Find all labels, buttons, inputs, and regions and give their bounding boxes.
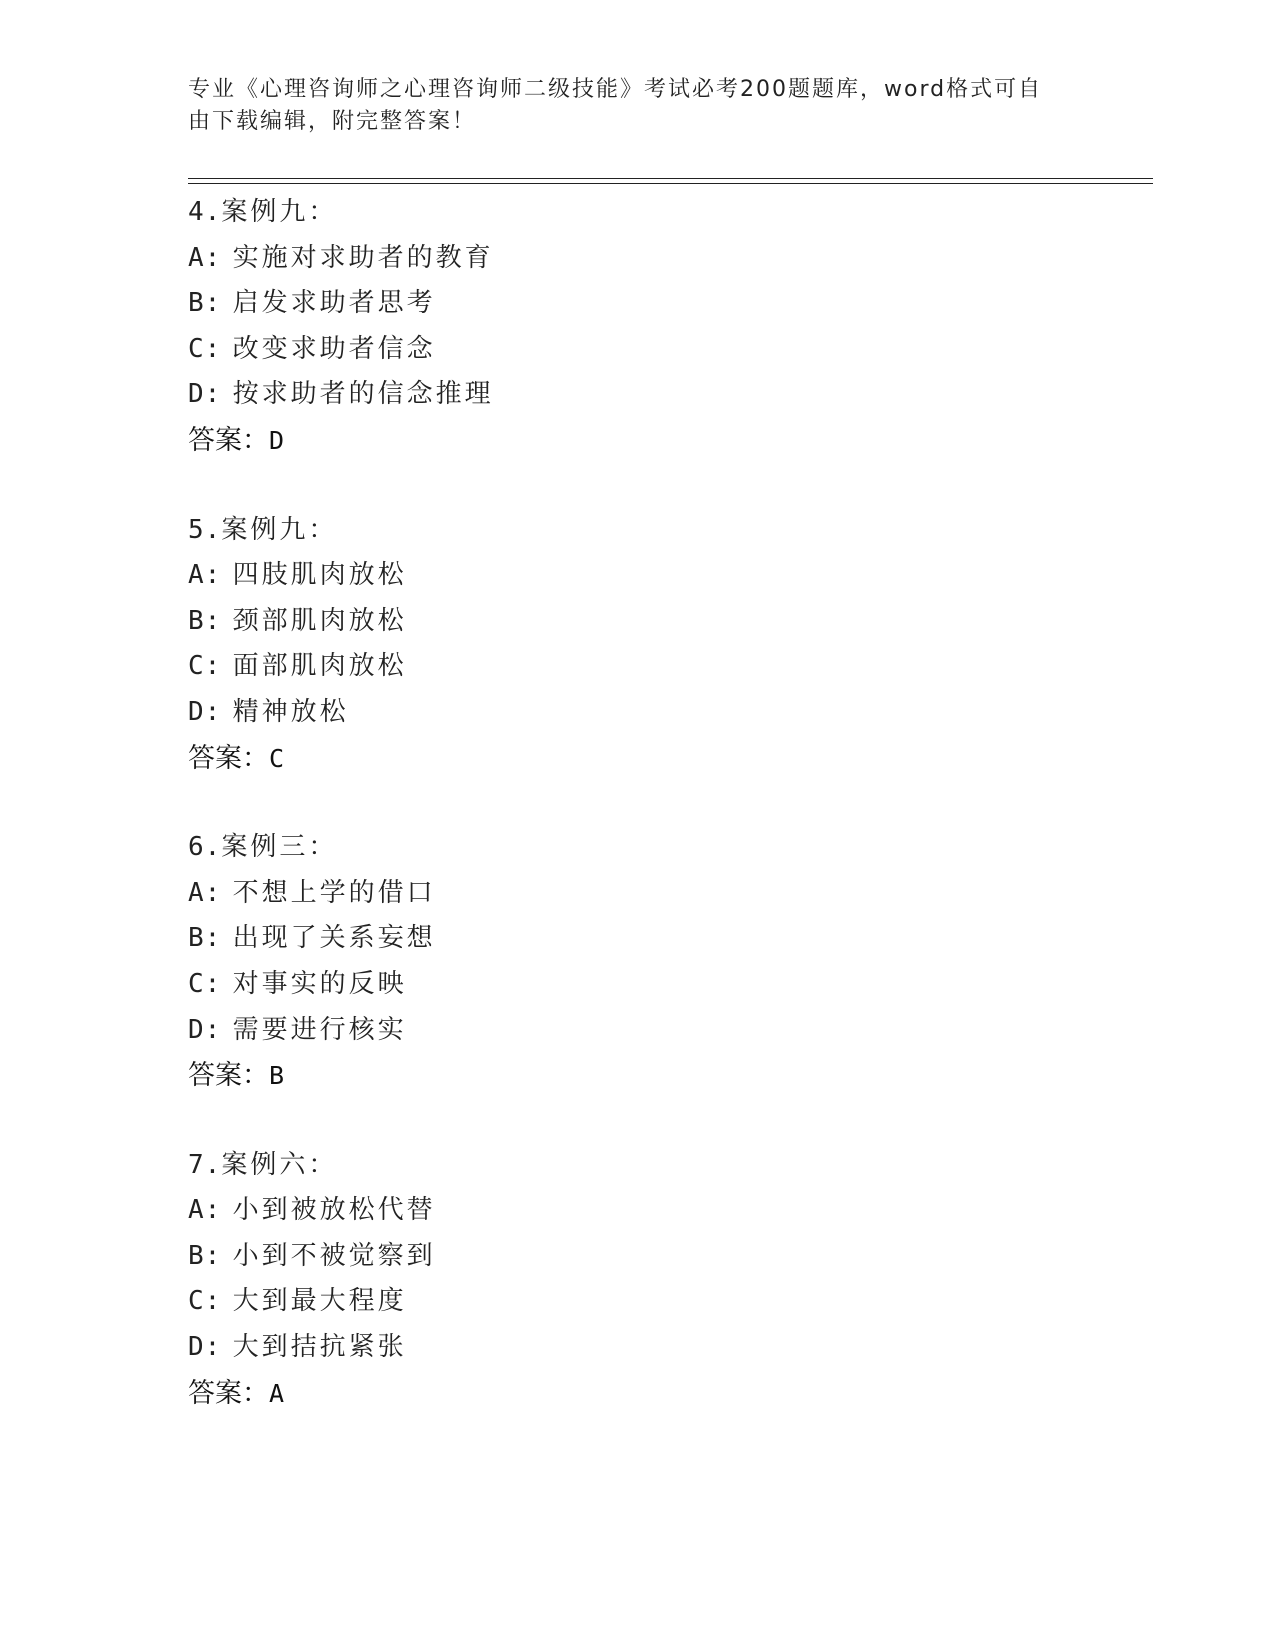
question-item bbox=[188, 1143, 1148, 1417]
option-d bbox=[188, 1325, 1148, 1371]
question-text: 案例九： bbox=[221, 514, 338, 545]
option-d bbox=[188, 372, 1148, 418]
option-text: 小到被放松代替 bbox=[232, 1195, 436, 1226]
question-text: 案例三： bbox=[221, 832, 338, 863]
option-text: 需要进行核实 bbox=[232, 1014, 407, 1045]
question-number: 5. bbox=[188, 514, 222, 545]
question-list bbox=[188, 190, 1148, 1416]
answer-value: A bbox=[269, 1378, 285, 1408]
question-text: 案例六： bbox=[221, 1149, 338, 1180]
question-item bbox=[188, 825, 1148, 1099]
option-letter: D: bbox=[188, 379, 222, 410]
option-text: 启发求助者思考 bbox=[232, 288, 436, 319]
answer-line bbox=[188, 736, 1148, 782]
option-letter: C: bbox=[188, 1286, 222, 1317]
question-item bbox=[188, 190, 1148, 464]
option-text: 实施对求助者的教育 bbox=[232, 242, 494, 273]
option-letter: A: bbox=[188, 1195, 222, 1226]
option-letter: D: bbox=[188, 1332, 222, 1363]
option-text: 大到拮抗紧张 bbox=[232, 1332, 407, 1363]
option-text: 出现了关系妄想 bbox=[232, 923, 436, 954]
question-title bbox=[188, 825, 1148, 871]
option-text: 大到最大程度 bbox=[232, 1286, 407, 1317]
question-title bbox=[188, 1143, 1148, 1189]
option-letter: C: bbox=[188, 968, 222, 999]
option-c bbox=[188, 1279, 1148, 1325]
option-d bbox=[188, 1008, 1148, 1054]
document-header bbox=[188, 74, 1068, 138]
answer-label: 答案： bbox=[188, 424, 269, 456]
option-letter: D: bbox=[188, 1014, 222, 1045]
option-text: 对事实的反映 bbox=[232, 968, 407, 999]
answer-line bbox=[188, 1053, 1148, 1099]
question-number: 7. bbox=[188, 1149, 222, 1180]
question-item bbox=[188, 508, 1148, 782]
option-letter: B: bbox=[188, 1240, 222, 1271]
question-text: 案例九： bbox=[221, 197, 338, 227]
option-b bbox=[188, 916, 1148, 962]
option-a bbox=[188, 871, 1148, 917]
answer-value: C bbox=[269, 743, 285, 773]
header-divider-top bbox=[188, 178, 1153, 179]
answer-label: 答案： bbox=[188, 742, 269, 774]
option-letter: D: bbox=[188, 696, 222, 727]
question-number: 6. bbox=[188, 832, 222, 863]
answer-line bbox=[188, 418, 1148, 464]
question-title bbox=[188, 190, 1148, 236]
option-b bbox=[188, 281, 1148, 327]
answer-value: D bbox=[269, 425, 285, 455]
option-letter: C: bbox=[188, 651, 222, 682]
option-c bbox=[188, 644, 1148, 690]
option-letter: A: bbox=[188, 877, 222, 908]
option-text: 不想上学的借口 bbox=[232, 877, 436, 908]
option-d bbox=[188, 690, 1148, 736]
header-divider-bottom bbox=[188, 183, 1153, 184]
option-letter: B: bbox=[188, 288, 222, 319]
option-text: 四肢肌肉放松 bbox=[232, 560, 407, 591]
option-letter: B: bbox=[188, 605, 222, 636]
option-letter: C: bbox=[188, 333, 222, 364]
option-letter: A: bbox=[188, 560, 222, 591]
option-text: 精神放松 bbox=[232, 696, 349, 727]
option-text: 颈部肌肉放松 bbox=[232, 605, 407, 636]
option-c bbox=[188, 327, 1148, 373]
option-text: 改变求助者信念 bbox=[232, 333, 436, 364]
option-a bbox=[188, 236, 1148, 282]
option-text: 面部肌肉放松 bbox=[232, 651, 407, 682]
answer-line bbox=[188, 1371, 1148, 1417]
option-text: 小到不被觉察到 bbox=[232, 1240, 436, 1271]
answer-label: 答案： bbox=[188, 1060, 269, 1092]
answer-value: B bbox=[269, 1061, 285, 1091]
question-title bbox=[188, 508, 1148, 554]
option-letter: A: bbox=[188, 242, 222, 273]
option-a bbox=[188, 1188, 1148, 1234]
option-c bbox=[188, 962, 1148, 1008]
option-text: 按求助者的信念推理 bbox=[232, 379, 494, 410]
answer-label: 答案： bbox=[188, 1377, 269, 1409]
header-line-2: 由下载编辑，附完整答案！ bbox=[188, 109, 477, 134]
option-letter: B: bbox=[188, 923, 222, 954]
option-b bbox=[188, 1234, 1148, 1280]
question-number: 4. bbox=[188, 197, 222, 227]
option-a bbox=[188, 553, 1148, 599]
option-b bbox=[188, 599, 1148, 645]
header-line-1: 专业《心理咨询师之心理咨询师二级技能》考试必考200题题库，word格式可自 bbox=[188, 77, 1043, 102]
